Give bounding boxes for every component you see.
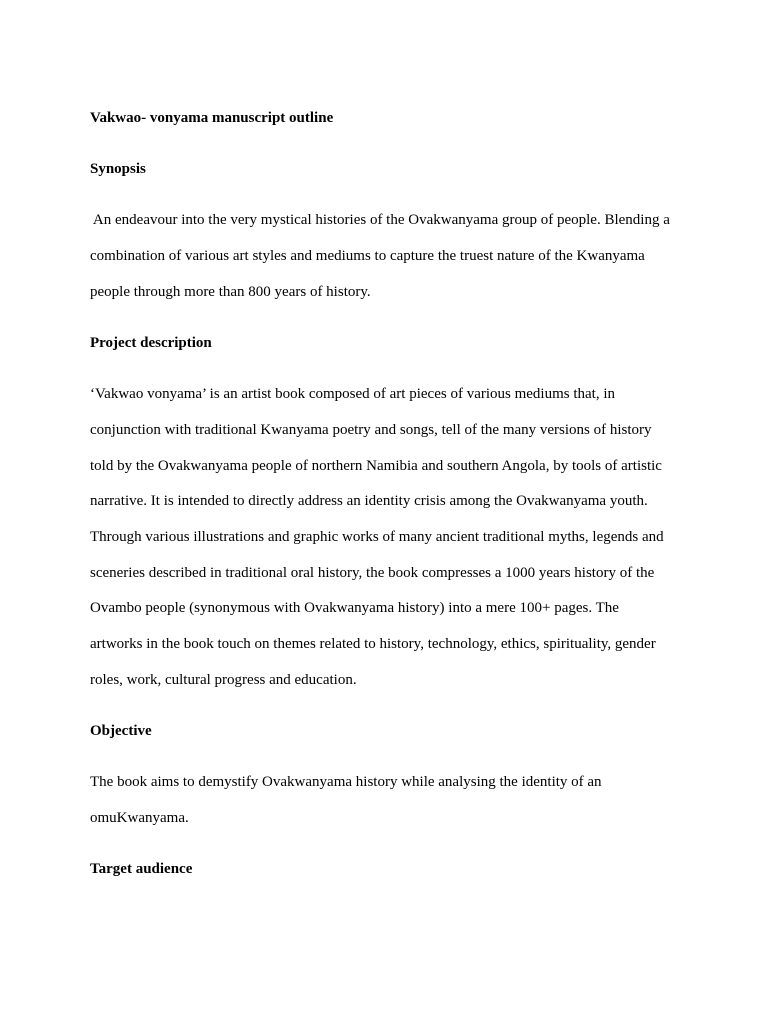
project-description-line: Through various illustrations and graphic works of many ancient traditional myths, legends and — [90, 529, 664, 545]
synopsis-line: An endeavour into the very mystical histories of the Ovakwanyama group of people. Blending a — [90, 212, 670, 228]
project-description-line: Ovambo people (synonymous with Ovakwanyama history) into a mere 100+ pages. The — [90, 600, 619, 616]
project-description-line: conjunction with traditional Kwanyama poetry and songs, tell of the many versions of history — [90, 422, 652, 438]
synopsis-line: people through more than 800 years of history. — [90, 284, 371, 300]
document-title: Vakwao- vonyama manuscript outline — [90, 110, 334, 126]
objective-heading: Objective — [90, 723, 152, 739]
project-description-heading: Project description — [90, 335, 212, 351]
target-audience-heading: Target audience — [90, 861, 193, 877]
project-description-line: told by the Ovakwanyama people of northern Namibia and southern Angola, by tools of artistic — [90, 458, 662, 474]
project-description-line: artworks in the book touch on themes related to history, technology, ethics, spirituality, gender — [90, 636, 656, 652]
objective-line: omuKwanyama. — [90, 810, 189, 826]
project-description-line: narrative. It is intended to directly address an identity crisis among the Ovakwanyama youth. — [90, 493, 648, 509]
project-description-line: sceneries described in traditional oral history, the book compresses a 1000 years history of the — [90, 565, 655, 581]
synopsis-heading: Synopsis — [90, 161, 146, 177]
project-description-line: roles, work, cultural progress and education. — [90, 672, 357, 688]
objective-line: The book aims to demystify Ovakwanyama history while analysing the identity of an — [90, 774, 602, 790]
project-description-line: ‘Vakwao vonyama’ is an artist book composed of art pieces of various mediums that, in — [90, 386, 616, 402]
synopsis-line: combination of various art styles and mediums to capture the truest nature of the Kwanyama — [90, 248, 645, 264]
